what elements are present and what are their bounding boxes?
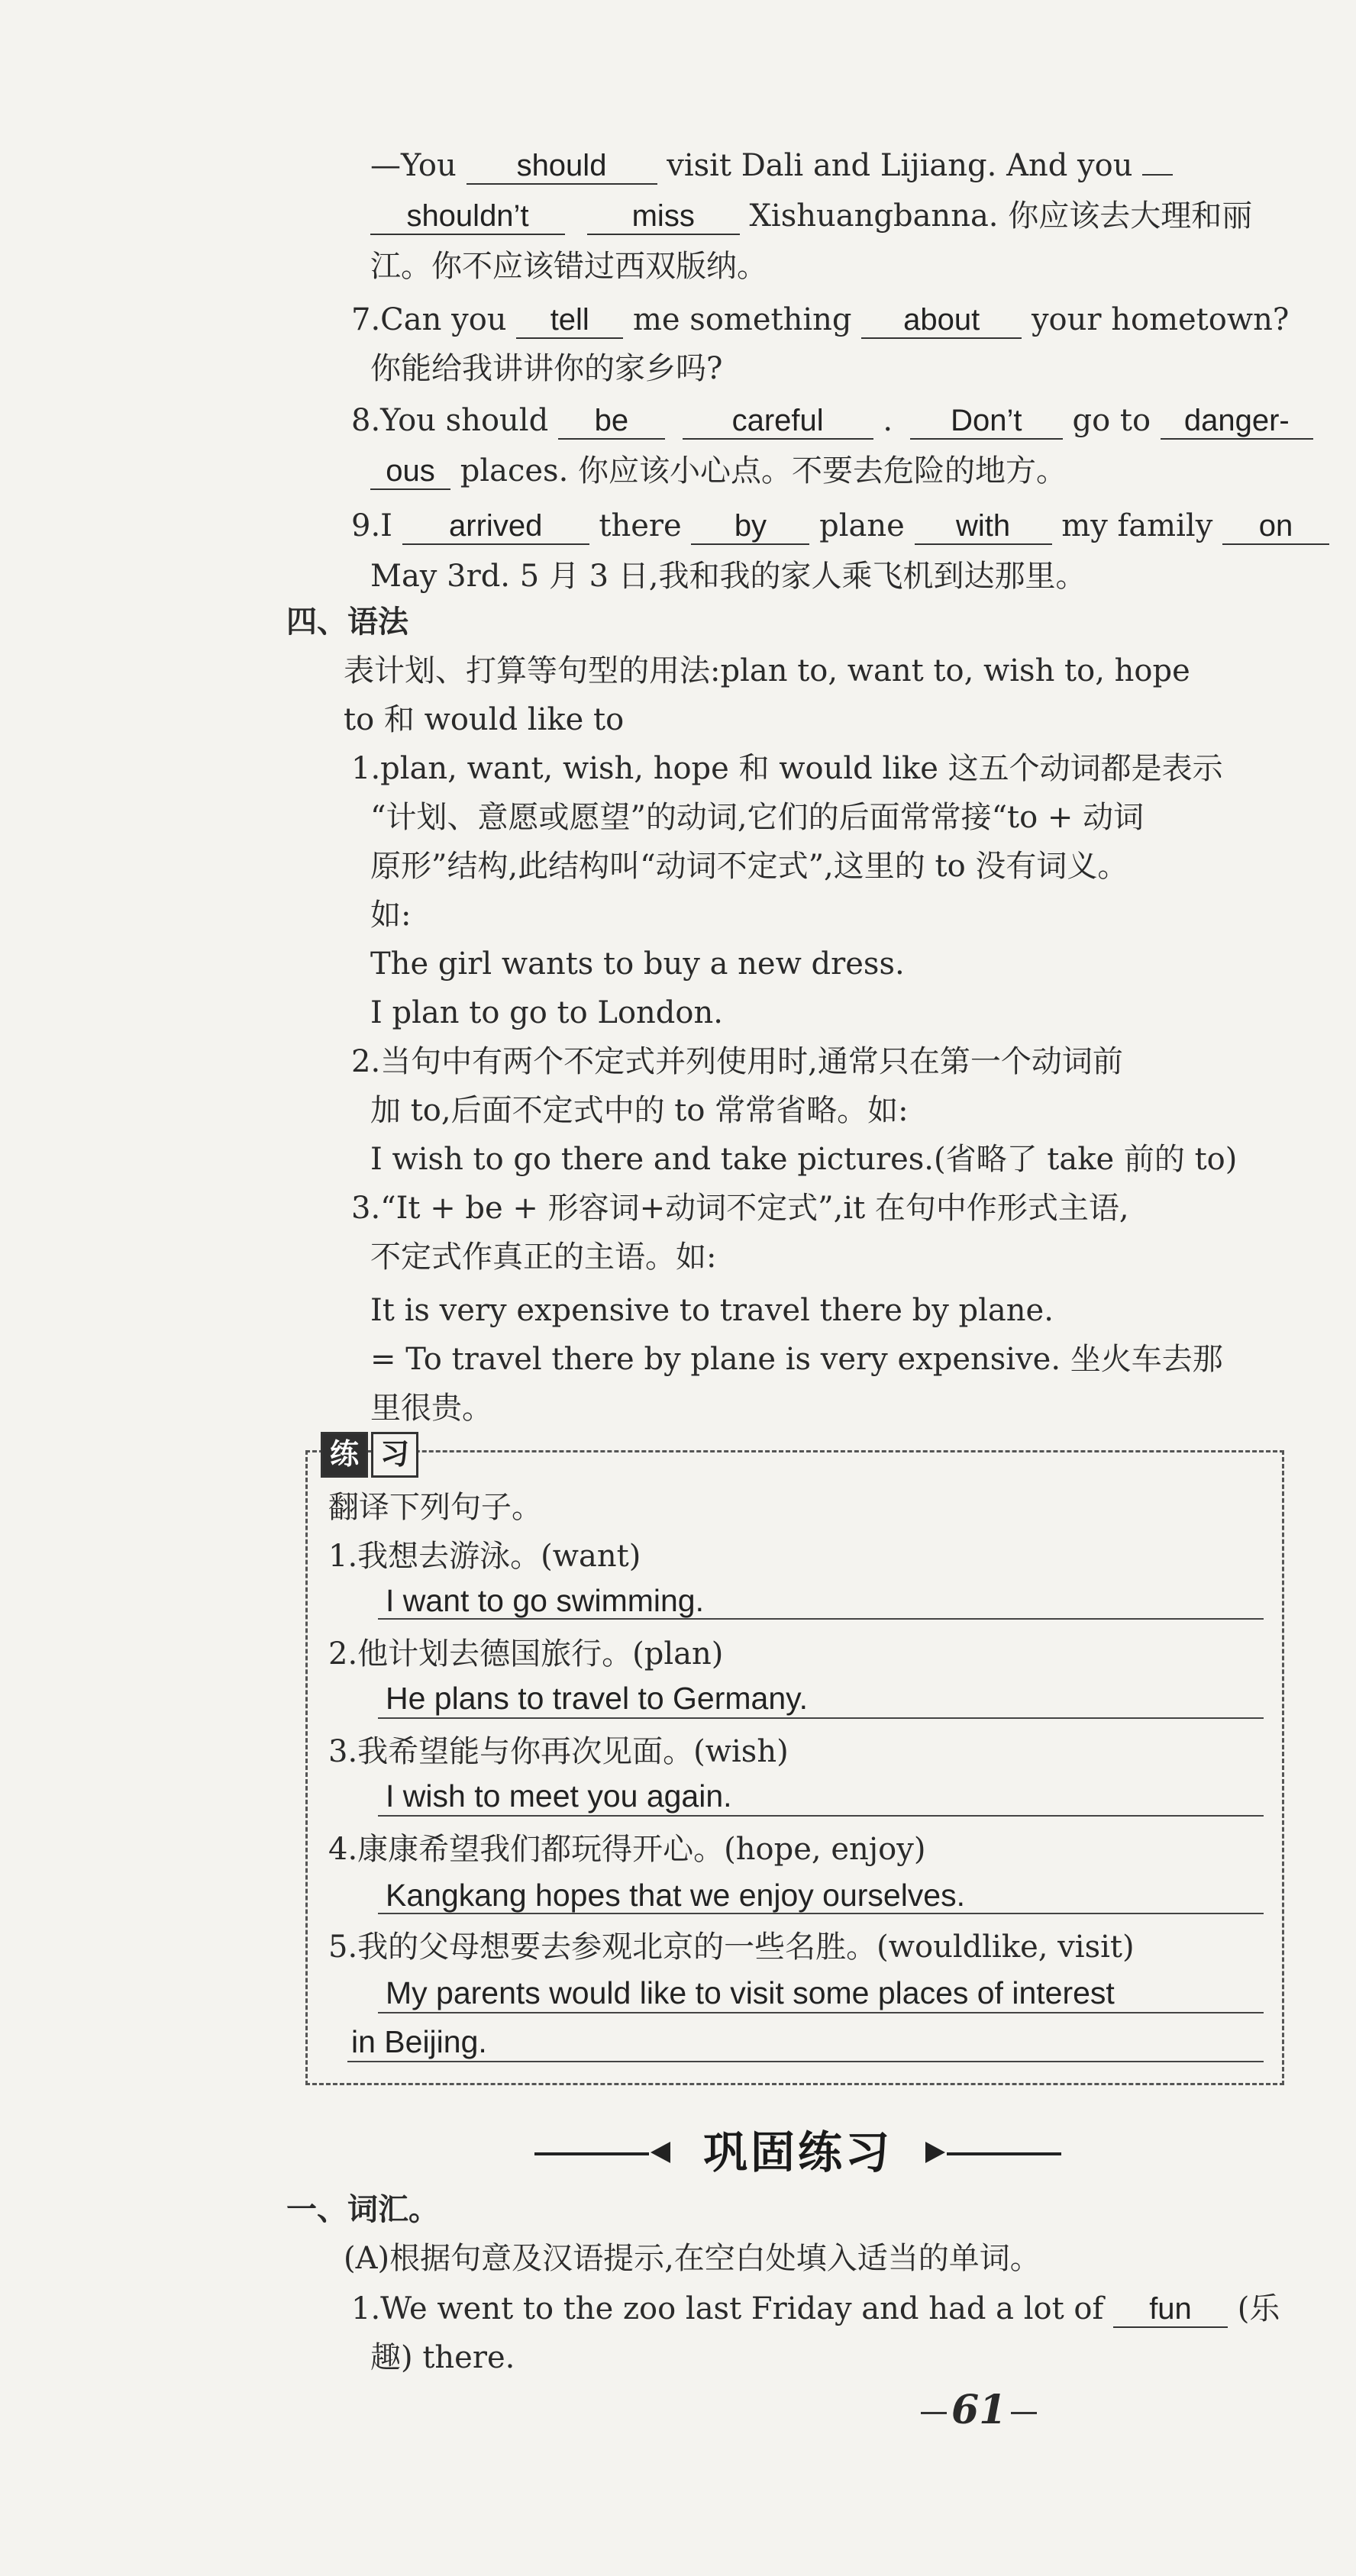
q6-line-c: 江。你不应该错过西双版纳。 [370,249,767,284]
grammar-point-3a: 3.“It + be + 形容词+动词不定式”,it 在句中作形式主语, [351,1191,1129,1226]
q9-text-c: plane [819,508,905,543]
grammar-point-1b: “计划、意愿或愿望”的动词,它们的后面常常接“to + 动词 [370,800,1145,835]
q6-text-a: —You [370,148,457,183]
q7-text-a: 7.Can you [351,302,507,337]
q9-blank-2: by [691,508,809,545]
q9-text-a: 9.I [351,508,392,543]
page-number: 61 [916,2387,1041,2433]
q8-blank-1: be [558,403,665,440]
practice-a4-line [378,1913,1264,1914]
grammar-point-1a: 1.plan, want, wish, hope 和 would like 这五个动词都是表示 [351,751,1223,786]
grammar-intro-1: 表计划、打算等句型的用法:plan to, want to, wish to, hope [344,653,1190,688]
q9-text-d: my family [1061,508,1213,543]
q6-blank-2: shouldn’t [370,198,565,235]
practice-a3: I wish to meet you again. [386,1778,732,1814]
practice-a5-line-1: My parents would like to visit some places of interest [386,1975,1115,2010]
q7-blank-1: tell [516,302,623,339]
q9-blank-3: with [915,508,1052,545]
q8-line-a [351,400,1313,441]
practice-tag-char-2: 习 [371,1432,418,1478]
q8-line-b [370,450,1067,492]
q9-line-b: May 3rd. 5 月 3 日,我和我的家人乘飞机到达那里。 [370,559,1086,594]
vocab-q1-line-a [351,2288,1280,2329]
practice-instruction: 翻译下列句子。 [328,1490,542,1525]
practice-a5-line-2: in Beijing. [351,2024,487,2059]
grammar-point-2b: 加 to,后面不定式中的 to 常常省略。如: [370,1093,909,1128]
practice-tag-char-1: 练 [321,1432,368,1478]
q6-blank-trail [1142,174,1173,176]
q7-blank-2: about [861,302,1022,339]
q8-blank-4: danger- [1161,403,1313,440]
vocab-q1-text: 1.We went to the zoo last Friday and had a lot of [351,2291,1104,2326]
q9-text-b: there [599,508,682,543]
practice-tag [321,1432,418,1478]
left-arrow-icon [651,2142,670,2163]
q6-text-b: visit Dali and Lijiang. And you [667,148,1133,183]
grammar-point-1d: 如: [370,898,412,933]
grammar-point-3b: 不定式作真正的主语。如: [370,1240,717,1275]
vocab-q1-blank: fun [1113,2291,1228,2328]
grammar-intro-2: to 和 would like to [344,702,625,737]
q9-line-a [351,505,1329,546]
consolidation-title: 巩固练习 [702,2126,893,2178]
q7-line-a [351,299,1289,340]
practice-a2: He plans to travel to Germany. [386,1681,808,1716]
practice-q5: 5.我的父母想要去参观北京的一些名胜。(wouldlike, visit) [328,1930,1135,1965]
q8-text-b: go to [1072,403,1151,438]
grammar-heading: 四、语法 [286,605,408,640]
q7-text-b: me something [632,302,852,337]
grammar-point-1c: 原形”结构,此结构叫“动词不定式”,这里的 to 没有词义。 [370,849,1128,884]
grammar-example-6: 里很贵。 [370,1391,492,1426]
vocab-subheading: (A)根据句意及汉语提示,在空白处填入适当的单词。 [344,2241,1041,2276]
grammar-point-2a: 2.当句中有两个不定式并列使用时,通常只在第一个动词前 [351,1044,1123,1079]
practice-a1: I want to go swimming. [386,1583,704,1618]
practice-a1-line [378,1618,1264,1620]
practice-q4: 4.康康希望我们都玩得开心。(hope, enjoy) [328,1832,926,1867]
grammar-example-4: It is very expensive to travel there by plane. [370,1293,1054,1328]
title-right-rule [947,2152,1061,2155]
q8-blank-2: careful [683,403,873,440]
q9-blank-4: on [1222,508,1329,545]
q6-text-c: Xishuangbanna. 你应该去大理和丽 [749,198,1253,234]
vocab-q1-hint: (乐 [1237,2291,1280,2326]
practice-q1: 1.我想去游泳。(want) [328,1539,641,1574]
practice-a5-rule-1 [378,2012,1264,2013]
consolidation-title-banner [534,2122,1061,2183]
practice-a5-rule-2 [347,2061,1264,2062]
practice-a4: Kangkang hopes that we enjoy ourselves. [386,1878,966,1913]
practice-a3-line [378,1815,1264,1817]
grammar-example-2: I plan to go to London. [370,995,723,1030]
right-arrow-icon [925,2142,945,2163]
grammar-example-3: I wish to go there and take pictures.(省略了 take 前的 to) [370,1142,1238,1177]
q8-dot: . [883,403,893,438]
q6-line-a [370,145,1173,186]
grammar-example-5: = To travel there by plane is very expensive. 坐火车去那 [370,1342,1223,1377]
q8-blank-3: Don’t [910,403,1063,440]
q8-blank-5: ous [370,453,450,490]
practice-q3: 3.我希望能与你再次见面。(wish) [328,1734,789,1769]
q9-blank-1: arrived [402,508,589,545]
grammar-example-1: The girl wants to buy a new dress. [370,946,905,982]
q7-line-b: 你能给我讲讲你的家乡吗? [370,351,723,386]
q6-blank-1: should [467,148,657,185]
q7-text-c: your hometown? [1031,302,1290,337]
q6-line-b [370,195,1252,237]
q6-blank-3: miss [587,198,740,235]
vocab-q1-line-b: 趣) there. [370,2340,515,2375]
practice-a2-line [378,1717,1264,1719]
vocab-heading: 一、词汇。 [286,2192,439,2227]
title-left-rule [534,2152,649,2155]
q8-text-a: 8.You should [351,403,549,438]
q8-text-c: places. 你应该小心点。不要去危险的地方。 [460,453,1067,488]
practice-q2: 2.他计划去德国旅行。(plan) [328,1636,724,1672]
